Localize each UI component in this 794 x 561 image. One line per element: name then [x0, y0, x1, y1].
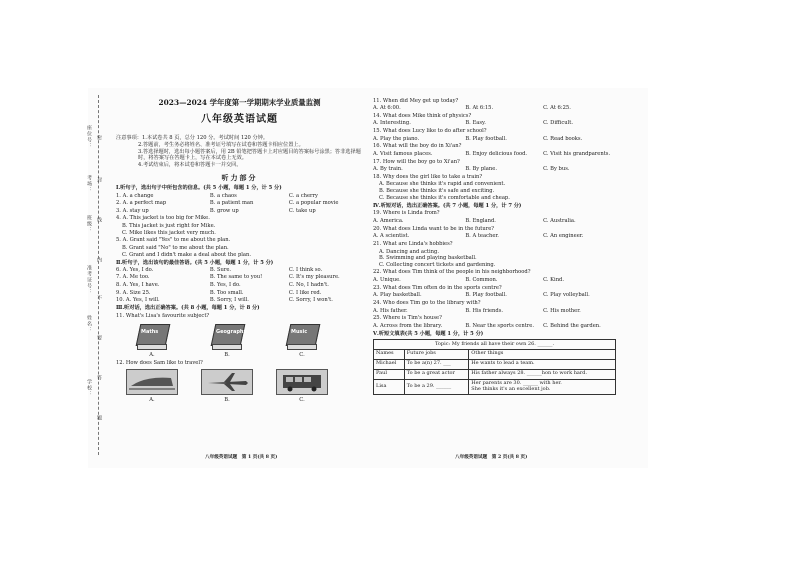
- option: 3. A. stay up: [116, 207, 149, 214]
- question-text: 11. What's Lisa's favourite subject?: [116, 313, 210, 320]
- option: C. Read books.: [543, 135, 583, 142]
- question-option: C. Mike likes this jacket very much.: [122, 229, 216, 236]
- table-cell: Lisa: [374, 379, 405, 395]
- question-option: 5. A. Grant said "Yes" to me about the plan.: [116, 237, 231, 244]
- option: A. At 6:00.: [373, 105, 401, 112]
- table-row: [374, 379, 616, 395]
- cut-word: 封: [96, 177, 102, 183]
- question-text: 22. What does Tim think of the people in his neighborhood?: [373, 269, 531, 276]
- question-option: A. Because she thinks it's rapid and convenient.: [379, 181, 506, 188]
- picture-option: [122, 322, 182, 358]
- option: 10. A. Yes, I will.: [116, 297, 160, 304]
- question-row: [373, 120, 616, 126]
- option: A. Play basketball.: [373, 292, 422, 299]
- table-cell: Paul: [374, 369, 405, 379]
- question-row: [116, 290, 363, 296]
- question-text: 15. What does Lucy like to do after school?: [373, 128, 487, 134]
- option: A. Across from the library.: [373, 322, 443, 329]
- option: C. take up: [288, 207, 316, 214]
- table-header: Names: [374, 349, 405, 359]
- train-icon: [126, 369, 178, 395]
- cut-word: 要: [96, 335, 102, 341]
- picture-options: [122, 322, 332, 358]
- option: B. a patient man: [209, 200, 254, 207]
- note-line: 2.答题前，考生务必将姓名、准考证号填写在试卷和答题卡相应位置上。: [138, 141, 304, 148]
- table-row: [374, 369, 616, 379]
- option: A. Unique.: [373, 277, 401, 283]
- question-row: [116, 200, 363, 206]
- strip-label-room: 考场：: [86, 175, 92, 193]
- plane-icon: [201, 369, 253, 395]
- option: C. Kind.: [543, 277, 565, 283]
- question-option: B. This jacket is just right for Mike.: [122, 223, 216, 230]
- question-row: [116, 193, 363, 199]
- option: A. Visit famous places.: [373, 150, 433, 157]
- option: C. a cherry: [288, 192, 318, 199]
- note-line: 注意事项：1.本试卷共 8 页，总分 120 分。考试时间 120 分钟。: [116, 134, 269, 141]
- table-cell: Her parents are 30. ______ with her. She thinks it's an excellent job.: [469, 379, 616, 395]
- cut-line: [98, 95, 99, 455]
- picture-options: [122, 369, 332, 403]
- option: C. No, I hadn't.: [288, 282, 329, 289]
- option: A. Play the piano.: [373, 135, 420, 142]
- book-icon: Music: [284, 322, 320, 350]
- page-footer-1: 八年级英语试题 第 1 页(共 8 页): [205, 455, 278, 460]
- exam-title: 2023—2024 学年度第一学期期末学业质量监测: [158, 98, 321, 107]
- question-text: 20. What does Linda want to be in the future?: [373, 225, 495, 232]
- picture-option: [272, 369, 332, 403]
- option: B. Sure.: [209, 266, 232, 273]
- option: 8. A. Yes, I have.: [116, 282, 160, 289]
- note-line: 3.答选择题时，选出每小题答案后，用 2B 铅笔把答题卡上对应题目的答案标号涂黑；答非选择题时，将答案写在答题卡上，写在本试卷上无效。: [138, 148, 361, 161]
- question-row: [373, 136, 616, 142]
- cut-word: 不: [96, 295, 102, 301]
- option: B. Sorry, I will.: [209, 297, 249, 304]
- question-text: 14. What does Mike think of physics?: [373, 112, 472, 119]
- strip-label-class: 班级：: [86, 215, 92, 233]
- option: B. grow up: [209, 207, 239, 214]
- question-text: 25. Where is Tim's house?: [373, 315, 442, 322]
- option: B. England.: [465, 218, 496, 224]
- page-2: [373, 96, 616, 395]
- option: C. His mother.: [543, 307, 581, 314]
- cut-word: 答: [96, 375, 102, 381]
- question-option: C. Because she thinks it's comfortable and cheap.: [379, 194, 510, 201]
- option: C. Visit his grandparents.: [543, 150, 611, 157]
- part-heading: Ⅱ.听句子，选出该句的最佳答语。(共 5 小题，每题 1 分，计 5 分): [116, 259, 274, 266]
- strip-label-seat: 座位号：: [86, 125, 92, 149]
- option-label: C.: [299, 397, 305, 404]
- section-title: 听力部分: [221, 173, 258, 183]
- question-row: [373, 277, 616, 283]
- option: A. Interesting.: [373, 120, 411, 127]
- question-text: 21. What are Linda's hobbies?: [373, 240, 453, 247]
- question-text: 12. How does Sam like to travel?: [116, 360, 203, 367]
- question-row: [373, 233, 616, 239]
- option: C. Difficult.: [543, 120, 573, 127]
- option: A. His father.: [373, 307, 408, 314]
- option: B. a chaos: [209, 192, 237, 199]
- option: C. It's my pleasure.: [288, 274, 340, 281]
- option: 9. A. Size 25.: [116, 289, 151, 296]
- option: B. The same to you!: [209, 274, 263, 281]
- question-option: B. Because she thinks it's safe and exciting.: [379, 188, 495, 194]
- option-label: C.: [299, 352, 305, 359]
- option: A. By train.: [373, 166, 403, 173]
- option: C. Australia.: [543, 218, 576, 224]
- question-option: A. Dancing and acting.: [379, 248, 439, 255]
- question-row: [116, 267, 363, 273]
- picture-option: [197, 369, 257, 403]
- cut-word: 题: [96, 415, 102, 421]
- option-label: B.: [224, 352, 230, 359]
- page-1: [116, 96, 363, 406]
- option: C. Behind the garden.: [543, 322, 601, 329]
- question-option: C. Grant and I didn't make a deal about the plan.: [122, 251, 252, 258]
- question-text: 19. Where is Linda from?: [373, 210, 440, 217]
- option: C. I like red.: [288, 289, 322, 296]
- option: B. Too small.: [209, 289, 244, 296]
- option: A. A scientist.: [373, 233, 410, 240]
- cut-word: 线: [96, 217, 102, 223]
- question-text: 23. What does Tim often do in the sports centre?: [373, 284, 502, 291]
- bus-icon: [276, 369, 328, 395]
- question-row: [373, 218, 616, 224]
- table-cell: He wants to lead a team.: [469, 359, 616, 369]
- book-icon: Geography: [209, 322, 245, 350]
- option-label: A.: [149, 352, 155, 359]
- option: C. a popular movie: [288, 200, 339, 207]
- part-heading: Ⅳ.听短对话，选出正确答案。(共 7 小题，每题 1 分，计 7 分): [373, 202, 522, 209]
- option: C. I think so.: [288, 266, 323, 273]
- table-cell: His father always 28. ______hon to work hard.: [469, 369, 616, 379]
- question-row: [116, 297, 363, 303]
- option: B. Yes, I do.: [209, 282, 241, 289]
- cut-word: 密: [96, 135, 102, 141]
- table-row: [374, 359, 616, 369]
- option-label: A.: [149, 397, 155, 404]
- question-row: [116, 274, 363, 280]
- option: B. His friends.: [465, 307, 504, 314]
- option-label: B.: [224, 397, 230, 404]
- picture-option: [122, 369, 182, 403]
- part-heading: Ⅲ.听对话，选出正确答案。(共 8 小题，每题 1 分，计 8 分): [116, 305, 260, 312]
- question-row: [373, 151, 616, 157]
- option: B. By plane.: [465, 166, 497, 173]
- page-footer-2: 八年级英语试题 第 2 页(共 8 页): [455, 455, 528, 460]
- table-header: Future jobs: [404, 349, 469, 359]
- option: B. Near the sports centre.: [465, 322, 534, 329]
- part-heading: Ⅰ.听句子，选出句子中所包含的信息。(共 5 小题，每题 1 分，计 5 分): [116, 185, 282, 192]
- question-row: [373, 292, 616, 298]
- option: 6. A. Yes, I do.: [116, 266, 154, 273]
- question-option: B. Grant said "No" to me about the plan.: [122, 244, 229, 251]
- question-text: 17. How will the boy go to Xi'an?: [373, 158, 460, 165]
- option: C. Sorry, I won't.: [288, 297, 333, 304]
- fill-in-table: [373, 339, 616, 395]
- picture-option: [272, 322, 332, 358]
- option: B. Play football.: [465, 292, 507, 299]
- table-cell: To be a 29. ______: [404, 379, 469, 395]
- question-text: 18. Why does the girl like to take a train?: [373, 173, 483, 180]
- option: B. A teacher.: [465, 233, 499, 240]
- book-icon: Maths: [134, 322, 170, 350]
- table-cell: Michael: [374, 359, 405, 369]
- option: B. Play football.: [465, 135, 507, 142]
- table-header: Other things: [469, 349, 616, 359]
- option: C. At 6:25.: [543, 105, 571, 112]
- question-row: [116, 282, 363, 288]
- option: B. Easy.: [465, 120, 486, 127]
- option: 7. A. Me too.: [116, 274, 150, 281]
- part-heading: Ⅴ.听短文填表(共 5 小题，每题 1 分，计 5 分): [373, 330, 484, 337]
- question-text: 24. Who does Tim go to the library with?: [373, 299, 481, 306]
- question-option: 4. A. This jacket is too big for Mike.: [116, 215, 210, 222]
- table-topic: Topic: My friends all have their own 26. ______.: [374, 340, 616, 350]
- question-option: B. Swimming and playing basketball.: [379, 255, 477, 262]
- strip-label-name: 姓名：: [86, 315, 92, 333]
- question-row: [373, 308, 616, 314]
- option: B. At 6:15.: [465, 105, 494, 112]
- option: 1. A. a change: [116, 192, 154, 199]
- cut-word: 内: [96, 257, 102, 263]
- option: B. Common.: [465, 277, 498, 283]
- question-row: [373, 166, 616, 172]
- question-text: 16. What will the boy do in Xi'an?: [373, 143, 462, 150]
- option: A. America.: [373, 218, 404, 224]
- table-cell: To be a(n) 27. ___: [404, 359, 469, 369]
- question-row: [373, 323, 616, 329]
- option: C. An engineer.: [543, 233, 584, 240]
- picture-option: [197, 322, 257, 358]
- exam-notes: [116, 135, 363, 169]
- exam-subtitle: 八年级英语试题: [201, 113, 278, 125]
- note-line: 4.考试结束后，将本试卷和答题卡一并交回。: [138, 162, 242, 169]
- question-text: 11. When did Mey get up today?: [373, 97, 459, 104]
- binding-strip: [86, 95, 110, 455]
- strip-label-school: 学校：: [86, 379, 92, 397]
- option: C. Play volleyball.: [543, 292, 590, 299]
- option: C. By bus.: [543, 166, 570, 173]
- question-row: [373, 105, 616, 111]
- strip-label-id: 准考证号：: [86, 265, 92, 295]
- option: 2. A. a perfect map: [116, 200, 167, 207]
- table-cell: To be a great actor: [404, 369, 469, 379]
- question-option: C. Collecting concert tickets and gardening.: [379, 261, 496, 268]
- question-row: [116, 208, 363, 214]
- option: B. Enjoy delicious food.: [465, 150, 528, 157]
